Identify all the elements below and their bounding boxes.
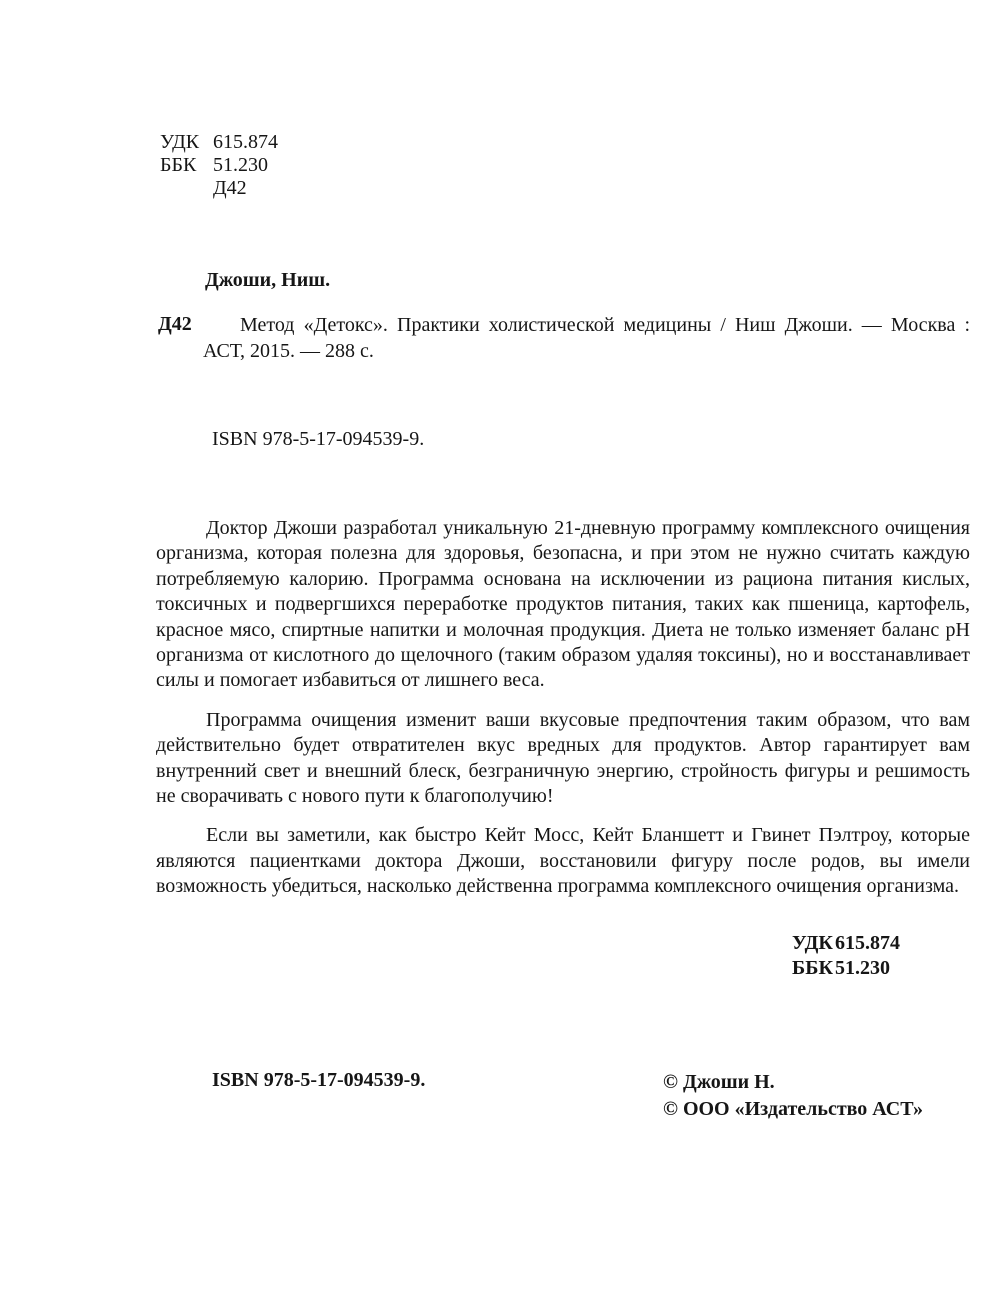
- udk-row-bottom: [792, 931, 900, 956]
- annotation-block: [156, 516, 970, 914]
- udk-label: УДК: [160, 131, 200, 153]
- author-sign-value: Д42: [213, 177, 247, 199]
- bibliographic-codes-top: [160, 131, 278, 200]
- bbk-row-bottom: [792, 956, 900, 981]
- bbk-value: 51.230: [213, 154, 268, 176]
- udk-row: [160, 131, 278, 154]
- author-heading: Джоши, Ниш.: [205, 269, 331, 291]
- catalog-entry: [158, 313, 970, 364]
- copyright-author: © Джоши Н.: [663, 1071, 775, 1093]
- bbk-label: ББК: [160, 154, 197, 176]
- isbn-footer: ISBN 978-5-17-094539-9.: [212, 1069, 426, 1091]
- copyright-block: [663, 1069, 923, 1123]
- bibliographic-codes-bottom: [792, 931, 900, 981]
- catalog-description: Метод «Детокс». Практики холистической медицины / Ниш Джоши. — Москва : АСТ, 2015. — 288 с.: [203, 314, 970, 362]
- annotation-paragraph-1: Доктор Джоши разработал уникальную 21-дневную программу комплексного очищения организма, которая полезна для здоровья, безопасна, и при этом не нужно считать каждую потребляемую калорию. Программа основана на исключении из рациона питания кислых, токсичных и подвергшихся переработке продуктов питания, таких как пшеница, картофель, красное мясо, спиртные напитки и молочная продукция. Диета не только изменяет баланс pH организма от кислотного до щелочного (таким образом удаляя токсины), но и восстанавливает силы и помогает избавиться от лишнего веса.: [156, 517, 970, 692]
- author-sign-spacer: [160, 177, 213, 200]
- udk-value-bottom: 615.874: [835, 932, 900, 954]
- author-sign-row: [160, 177, 278, 200]
- bbk-value-bottom: 51.230: [835, 957, 890, 979]
- annotation-paragraph-2: Программа очищения изменит ваши вкусовые предпочтения таким образом, что вам действительно будет отвратителен вкус вредных для продуктов. Автор гарантирует вам внутренний свет и внешний блеск, безграничную энергию, стройность фигуры и решимость не сворачивать с нового пути к благополучию!: [156, 708, 970, 808]
- bbk-row: [160, 154, 278, 177]
- copyright-publisher: © ООО «Издательство АСТ»: [663, 1098, 924, 1120]
- catalog-author-sign: Д42: [158, 313, 192, 335]
- bbk-label-bottom: ББК: [792, 957, 833, 979]
- isbn-top: ISBN 978-5-17-094539-9.: [212, 428, 425, 450]
- udk-label-bottom: УДК: [792, 932, 833, 954]
- annotation-paragraph-3: Если вы заметили, как быстро Кейт Мосс, Кейт Бланшетт и Гвинет Пэлтроу, которые являются пациентками доктора Джоши, восстановили фигуру после родов, вы имели возможность убедиться, насколько действенна программа комплексного очищения организма.: [156, 824, 970, 898]
- udk-value: 615.874: [213, 131, 278, 153]
